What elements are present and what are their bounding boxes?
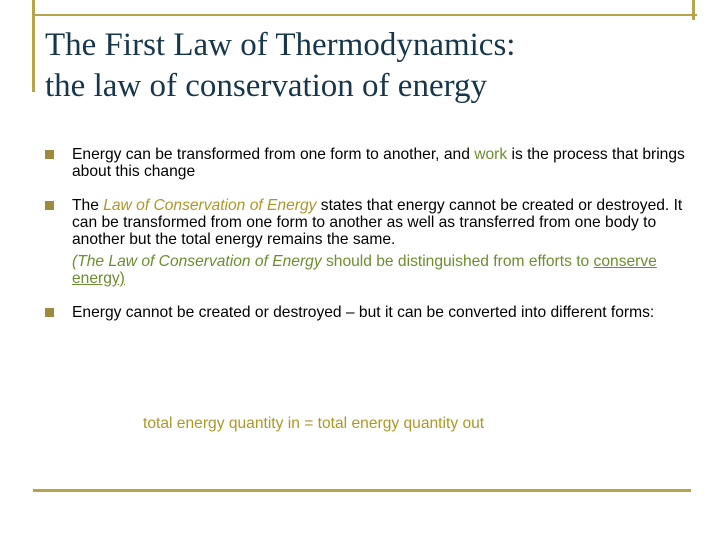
conserve-energy-link[interactable]: conserve energy) xyxy=(72,253,657,287)
energy-formula: total energy quantity in = total energy quantity out xyxy=(143,415,485,432)
bullet-2-note-law-name: Law of Conservation of Energy xyxy=(108,253,322,270)
slide-title-line-1: The First Law of Thermodynamics: xyxy=(45,27,516,63)
bullet-item-2 xyxy=(42,197,692,287)
bullet-2-note-open: (The xyxy=(72,253,109,270)
square-bullet-icon xyxy=(45,150,54,159)
square-bullet-icon xyxy=(45,201,54,210)
bullet-2-note xyxy=(72,253,692,287)
bullet-2-law-name: Law of Conservation of Energy xyxy=(103,197,317,214)
bullet-2-prefix: The xyxy=(72,197,104,214)
bullet-3-text: Energy cannot be created or destroyed – but it can be converted into different forms: xyxy=(72,304,655,321)
decorative-rule-vertical-right xyxy=(692,0,695,20)
bullet-item-3 xyxy=(42,304,692,321)
bullet-2-text: states that energy cannot be created or destroyed. It can be transformed from one form to another as well as transferred from one body to another but the total energy remains the same. xyxy=(72,197,683,248)
slide-title-line-2: the law of conservation of energy xyxy=(45,68,487,104)
square-bullet-icon xyxy=(45,308,54,317)
bullet-item-1 xyxy=(42,146,692,180)
bullet-1-text-a: Energy can be transformed from one form to another, and xyxy=(72,146,475,163)
slide-title xyxy=(45,25,685,107)
bullet-1-text-b: is the process that brings about this change xyxy=(72,146,685,180)
decorative-rule-top xyxy=(32,14,697,16)
decorative-rule-bottom xyxy=(33,489,691,492)
slide-body xyxy=(42,146,692,338)
bullet-1-highlight-work: work xyxy=(474,146,508,163)
bullet-2-note-text: should be distinguished from efforts to xyxy=(321,253,594,270)
